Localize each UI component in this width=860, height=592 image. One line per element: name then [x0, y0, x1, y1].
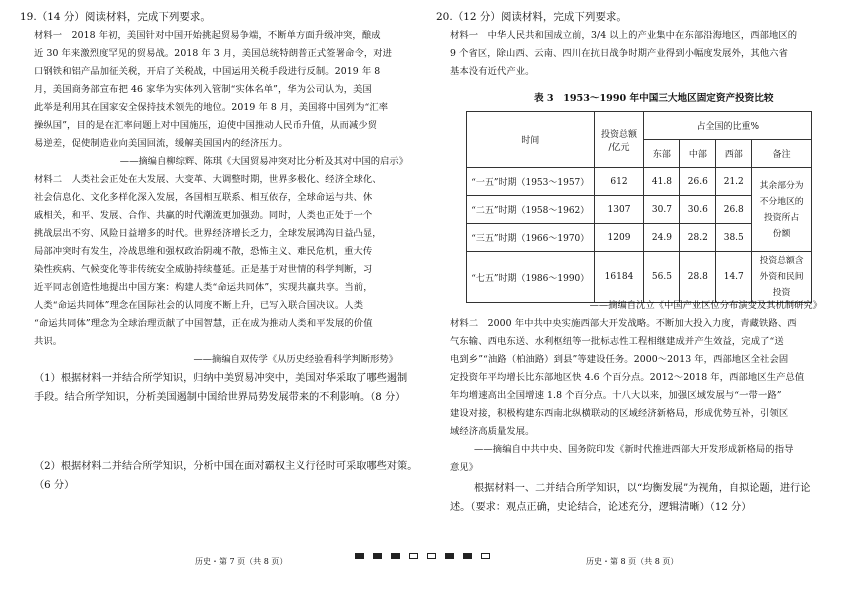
note-line: 投资 [772, 288, 791, 298]
question-19-heading: 19.（14 分）阅读材料，完成下列要求。 [20, 11, 211, 23]
page-footer-right: 历史・第 8 页（共 8 页） [586, 557, 679, 566]
cell-note [752, 168, 812, 252]
paragraph-line: 建设对接，积极构建东西南北纵横联动的区域经济新格局，形成优势互补，引领区 [450, 408, 789, 419]
paragraph-line: 社会信息化、文化多样化深入发展，各国相互联系、相互依存，全球命运与共、休 [34, 192, 373, 203]
paragraph-line: 定投资年平均增长比东部地区快 4.6 个百分点。2012～2018 年，西部地区生产总值 [450, 372, 805, 383]
table-caption: 表 3 1953～1990 年中国三大地区固定资产投资比较 [534, 93, 774, 104]
table-row [467, 168, 812, 196]
header-total [594, 112, 644, 168]
cell-total: 16184 [594, 252, 644, 303]
mark-filled [373, 553, 382, 559]
cell-central: 28.8 [680, 252, 716, 303]
header-west: 西部 [716, 140, 752, 168]
paragraph-line: 易逆差，促使制造业向美国回流，缓解美国国内的经济压力。 [34, 138, 288, 149]
question-line: 根据材料一、二并结合所学知识，以“均衡发展”为视角，自拟论题，进行论 [474, 483, 811, 494]
page-footer-left: 历史・第 7 页（共 8 页） [195, 557, 288, 566]
note-line: 投资总额含 [759, 256, 804, 266]
paragraph-line: 操纵国”，目的是在汇率问题上对中国施压，迫使中国推动人民币升值，从而减少贸 [34, 120, 378, 131]
paragraph-line: 此举是利用其在国家安全保持技术领先的地位。2019 年 8 月，美国将中国列为“汇率 [34, 102, 389, 113]
paragraph-line: 染性疾病、气候变化等非传统安全威胁持续蔓延。正是基于对世情的科学判断，习 [34, 264, 373, 275]
page-marks [355, 553, 490, 559]
cell-note [752, 252, 812, 303]
paragraph-line: 基本没有近代产业。 [450, 66, 535, 77]
note-line: 外资和民间 [759, 272, 804, 282]
mark-outline [481, 553, 490, 559]
cell-east: 56.5 [644, 252, 680, 303]
source-citation: ——摘编自双传学《从历史经验看科学判断形势》 [193, 354, 398, 365]
cell-east: 41.8 [644, 168, 680, 196]
source-citation: ——摘编自柳综辉、陈琪《大国贸易冲突对比分析及其对中国的启示》 [119, 156, 408, 167]
paragraph-line: 气东输、西电东送、水利枢纽等一批标志性工程相继建成并产生效益，完成了“送 [450, 336, 784, 347]
cell-period: “七五”时期（1986～1990） [467, 252, 595, 303]
cell-west: 38.5 [716, 224, 752, 252]
cell-west: 14.7 [716, 252, 752, 303]
cell-central: 28.2 [680, 224, 716, 252]
paragraph-line: 材料二 人类社会正处在大发展、大变革、大调整时期，世界多极化、经济全球化、 [34, 174, 382, 185]
question-line: （1）根据材料一并结合所学知识，归纳中美贸易冲突中，美国对华采取了哪些遏制 [34, 373, 408, 384]
cell-total: 612 [594, 168, 644, 196]
mark-outline [409, 553, 418, 559]
header-total-line: 投资总额 [600, 129, 637, 140]
cell-central: 30.6 [680, 196, 716, 224]
mark-filled [355, 553, 364, 559]
question-line: （2）根据材料二并结合所学知识，分析中国在面对霸权主义行径时可采取哪些对策。 [34, 461, 418, 472]
cell-east: 30.7 [644, 196, 680, 224]
cell-period: “二五”时期（1958～1962） [467, 196, 595, 224]
note-line: 其余部分为 [759, 180, 804, 191]
paragraph-line: 材料一 中华人民共和国成立前，3/4 以上的产业集中在东部沿海地区，西部地区的 [450, 30, 798, 41]
paragraph-line: 局部冲突时有发生，冷战思维和强权政治阴魂不散，恐怖主义、难民危机，重大传 [34, 246, 373, 257]
paragraph-line: 挑战层出不穷、风险日益增多的时代。世界经济增长乏力，全球发展鸿沟日益凸显， [34, 228, 382, 239]
paragraph-line: 年均增速高出全国增速 1.8 个百分点。十八大以来，加强区域发展与“一带一路” [450, 390, 782, 401]
paragraph-line: 近平同志创造性地提出中国方案：构建人类“命运共同体”，实现共赢共享。当前， [34, 282, 373, 293]
cell-period: “一五”时期（1953～1957） [467, 168, 595, 196]
header-note: 备注 [752, 140, 812, 168]
paragraph-line: 人类“命运共同体”理念在国际社会的认同度不断上升，已写入联合国决议。人类 [34, 300, 364, 311]
paragraph-line: 月，美国商务部宣布把 46 家华为实体列入管制“实体名单”，华为公司认为，美国 [34, 84, 372, 95]
cell-east: 24.9 [644, 224, 680, 252]
paragraph-line: 域经济高质量发展。 [450, 426, 535, 437]
mark-filled [391, 553, 400, 559]
table-source: ——摘编自沈立《中国产业区位分布演变及其机制研究》 [589, 300, 822, 311]
question-line: （6 分） [34, 480, 75, 491]
mark-filled [445, 553, 454, 559]
paragraph-line: 近 30 年来激烈度罕见的贸易战。2018 年 3 月，美国总统特朗普正式签署命令，对进 [34, 48, 393, 59]
mark-outline [427, 553, 436, 559]
note-line: 投资所占 [764, 212, 800, 223]
header-total-line: /亿元 [608, 142, 630, 153]
note-line: 份额 [772, 228, 791, 239]
cell-west: 26.8 [716, 196, 752, 224]
cell-west: 21.2 [716, 168, 752, 196]
paragraph-line: 电到乡”“油路（柏油路）到县”等建设任务。2000～2013 年，西部地区全社会固 [450, 354, 789, 365]
investment-table [466, 111, 812, 303]
cell-central: 26.6 [680, 168, 716, 196]
paragraph-line: “命运共同体”理念为全球治理贡献了中国智慧，正在成为推动人类和平发展的价值 [34, 318, 373, 329]
question-line: 手段。结合所学知识，分析美国遏制中国给世界局势发展带来的不利影响。（8 分） [34, 392, 406, 403]
header-east: 东部 [644, 140, 680, 168]
table-row [467, 252, 812, 303]
header-central: 中部 [680, 140, 716, 168]
question-line: 述。（要求：观点正确，史论结合，论述充分，逻辑清晰）（12 分） [450, 502, 752, 513]
header-time: 时间 [467, 112, 595, 168]
cell-total: 1307 [594, 196, 644, 224]
paragraph-line: 戚相关，和平、发展、合作、共赢的时代潮流更加强劲。同时，人类也正处于一个 [34, 210, 373, 221]
cell-period: “三五”时期（1966～1970） [467, 224, 595, 252]
source-citation: 意见》 [450, 462, 479, 473]
paragraph-line: 材料一 2018 年初，美国针对中国开始挑起贸易争端，不断单方面升级冲突，酿成 [34, 30, 381, 41]
paragraph-line: 口钢铁和铝产品加征关税，开启了关税战，中国运用关税手段进行反制。2019 年 8 [34, 66, 381, 77]
question-20-heading: 20.（12 分）阅读材料，完成下列要求。 [436, 11, 627, 23]
paragraph-line: 共识。 [34, 336, 63, 347]
paragraph-line: 材料二 2000 年中共中央实施西部大开发战略。不断加大投入力度，青藏铁路、西 [450, 318, 797, 329]
note-line: 不分地区的 [759, 196, 804, 207]
header-share: 占全国的比重% [644, 112, 812, 140]
mark-filled [463, 553, 472, 559]
cell-total: 1209 [594, 224, 644, 252]
source-citation: ——摘编自中共中央、国务院印发《新时代推进西部大开发形成新格局的指导 [474, 444, 794, 455]
paragraph-line: 9 个省区，除山西、云南、四川在抗日战争时期产业得到小幅度发展外，其他六省 [450, 48, 788, 59]
